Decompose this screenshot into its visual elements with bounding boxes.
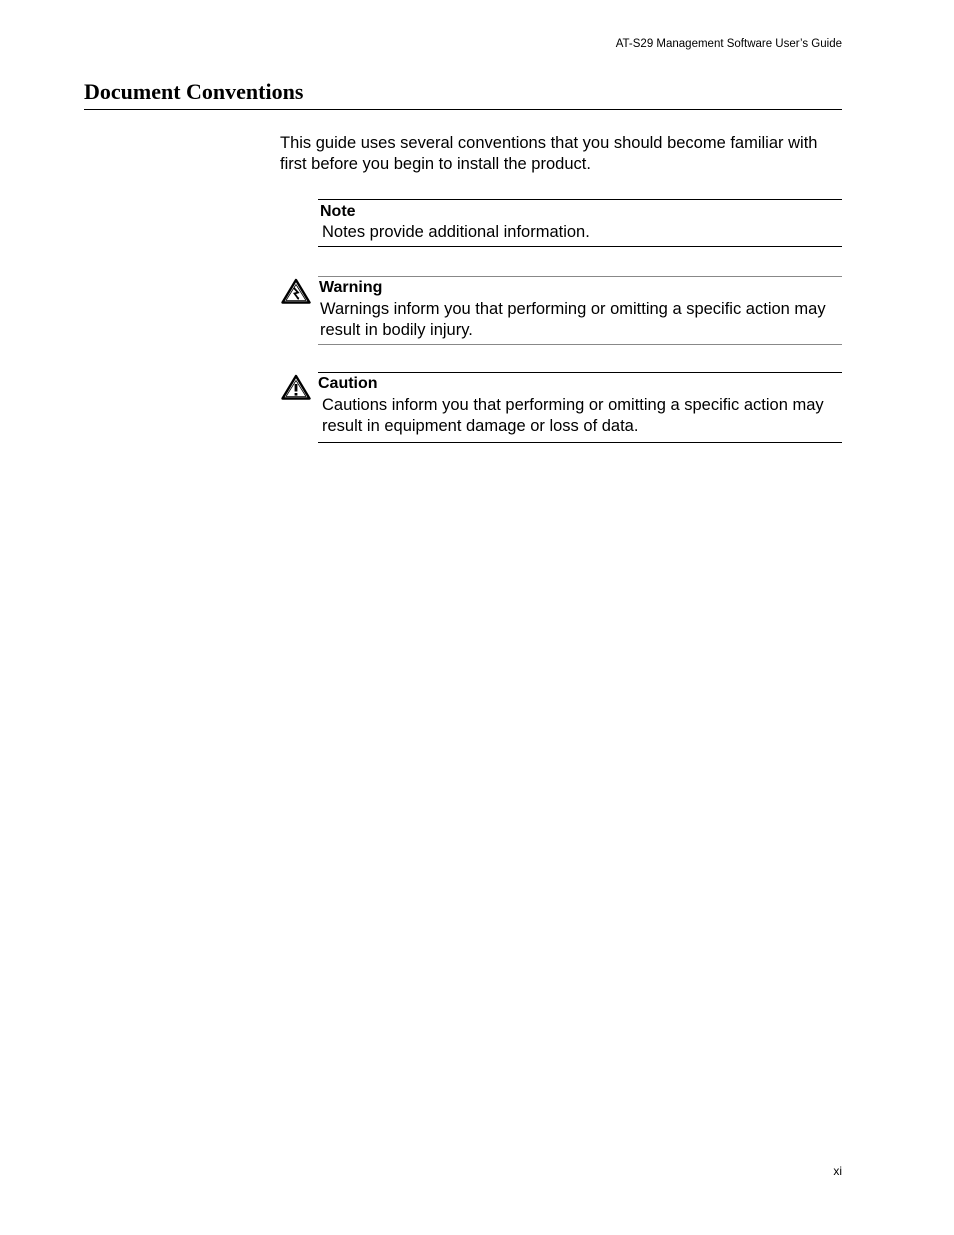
page-number: xi	[833, 1164, 842, 1178]
electrical-hazard-triangle-icon	[281, 278, 311, 304]
title-divider	[84, 109, 842, 110]
caution-text: Cautions inform you that performing or omitting a specific action may result in equipment damage or loss of data.	[322, 396, 824, 435]
page-title: Document Conventions	[84, 79, 304, 104]
caution-callout	[318, 372, 842, 443]
note-text: Notes provide additional information.	[322, 223, 590, 241]
note-label: Note	[320, 203, 356, 220]
caution-label: Caution	[318, 375, 378, 392]
warning-text: Warnings inform you that performing or omitting a specific action may result in bodily injury.	[320, 300, 826, 339]
warning-callout	[318, 276, 842, 345]
running-header: AT-S29 Management Software User’s Guide	[615, 38, 842, 50]
warning-label: Warning	[319, 279, 383, 296]
intro-paragraph: This guide uses several conventions that you should become familiar with first before you begin to install the product.	[280, 134, 818, 173]
note-callout	[318, 199, 842, 247]
exclamation-triangle-icon	[281, 374, 311, 400]
